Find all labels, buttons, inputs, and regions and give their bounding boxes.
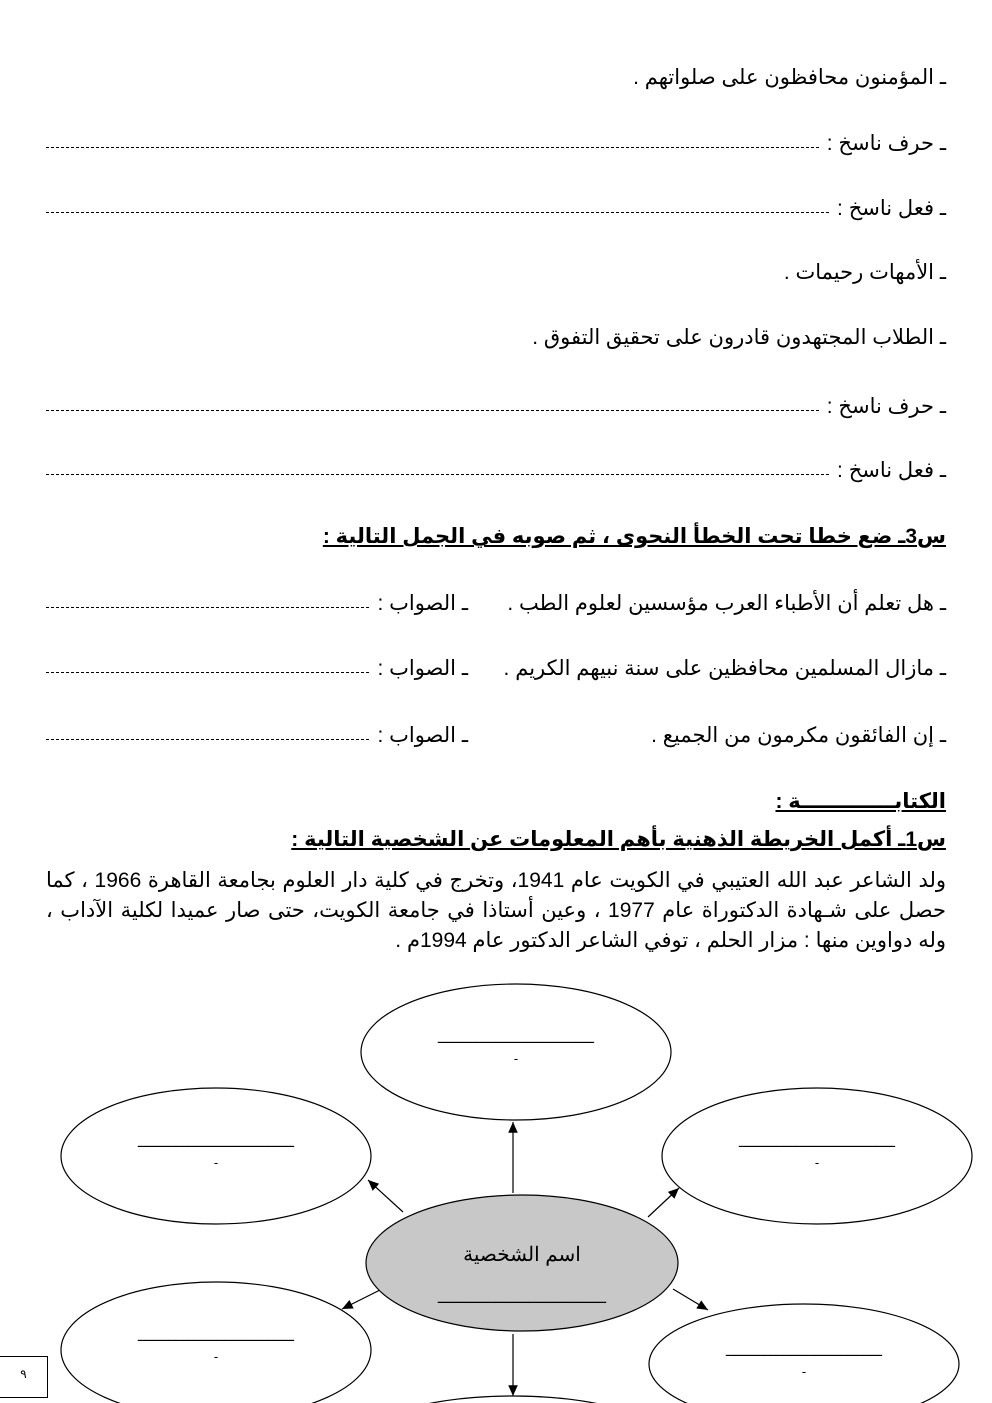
q3-item-3[interactable]: ـ إن الفائقون مكرمون من الجميع . ـ الصواب : xyxy=(46,716,946,748)
node-bottom-right-dash: - xyxy=(801,1364,807,1379)
harf-nasikh-line[interactable]: ـ حرف ناسخ : xyxy=(46,124,946,156)
writing-q1: س1ـ أكمل الخريطة الذهنية بأهم المعلومات عن الشخصية التالية : xyxy=(291,828,946,851)
q3-item-2[interactable]: ـ مازال المسلمين محافظين على سنة نبيهم الكريم . ـ الصواب : xyxy=(46,649,946,681)
node-bottom-left-dash: - xyxy=(213,1349,219,1364)
sentence-1: ـ المؤمنون محافظون على صلواتهم . xyxy=(633,66,946,89)
fiel-nasikh-line-2[interactable]: ـ فعل ناسخ : xyxy=(46,451,946,483)
page-number: ٩ xyxy=(0,1356,48,1398)
q3-item-1[interactable]: ـ هل تعلم أن الأطباء العرب مؤسسين لعلوم الطب . ـ الصواب : xyxy=(46,584,946,616)
sentence-3: ـ الطلاب المجتهدون قادرون على تحقيق التفوق . xyxy=(532,326,946,349)
arrow-top-left xyxy=(368,1180,403,1212)
harf-nasikh-line-2[interactable]: ـ حرف ناسخ : xyxy=(46,387,946,419)
arrow-bottom-right xyxy=(673,1289,708,1310)
arrow-bottom-left xyxy=(342,1290,380,1309)
sentence-2: ـ الأمهات رحيمات . xyxy=(783,261,946,284)
center-label: اسم الشخصية xyxy=(463,1244,581,1266)
fiel-nasikh-line[interactable]: ـ فعل ناسخ : xyxy=(46,189,946,221)
node-top-left-blank: ـــــــــــــــــــــــــــــــــــــــــ xyxy=(137,1135,295,1150)
node-top-left-dash: - xyxy=(213,1155,219,1170)
writing-title: الكتابـــــــــــــة : xyxy=(775,790,946,813)
node-bottom[interactable] xyxy=(363,1396,663,1403)
node-top-blank: ـــــــــــــــــــــــــــــــــــــــــ xyxy=(437,1031,595,1046)
center-blank: ـــــــــــــــــــــــــــــــــــــــــ xyxy=(437,1290,607,1306)
node-top-right-blank: ـــــــــــــــــــــــــــــــــــــــــ xyxy=(738,1135,896,1150)
node-bottom-left-blank: ـــــــــــــــــــــــــــــــــــــــــ xyxy=(137,1329,295,1344)
biography-paragraph: ولد الشاعر عبد الله العتيبي في الكويت عام 1941، وتخرج في كلية دار العلوم بجامعة القاهرة 1966 ، كما حصل على شـهادة الدكتوراة عام 1977 ، وعين أستاذا في جامعة الكويت، حتى صار عميدا لكلية الآداب ، وله دواوين منها : مزار الحلم ، توفي الشاعر الدكتور عام 1994م . xyxy=(46,869,947,952)
node-top-right-dash: - xyxy=(814,1155,820,1170)
node-bottom-right-blank: ـــــــــــــــــــــــــــــــــــــــــ xyxy=(725,1344,883,1359)
arrow-top-right xyxy=(648,1188,679,1217)
node-top-dash: - xyxy=(513,1051,519,1066)
q3-heading: س3ـ ضع خطا تحت الخطأ النحوى ، ثم صوبه في الجمل التالية : xyxy=(322,525,946,548)
